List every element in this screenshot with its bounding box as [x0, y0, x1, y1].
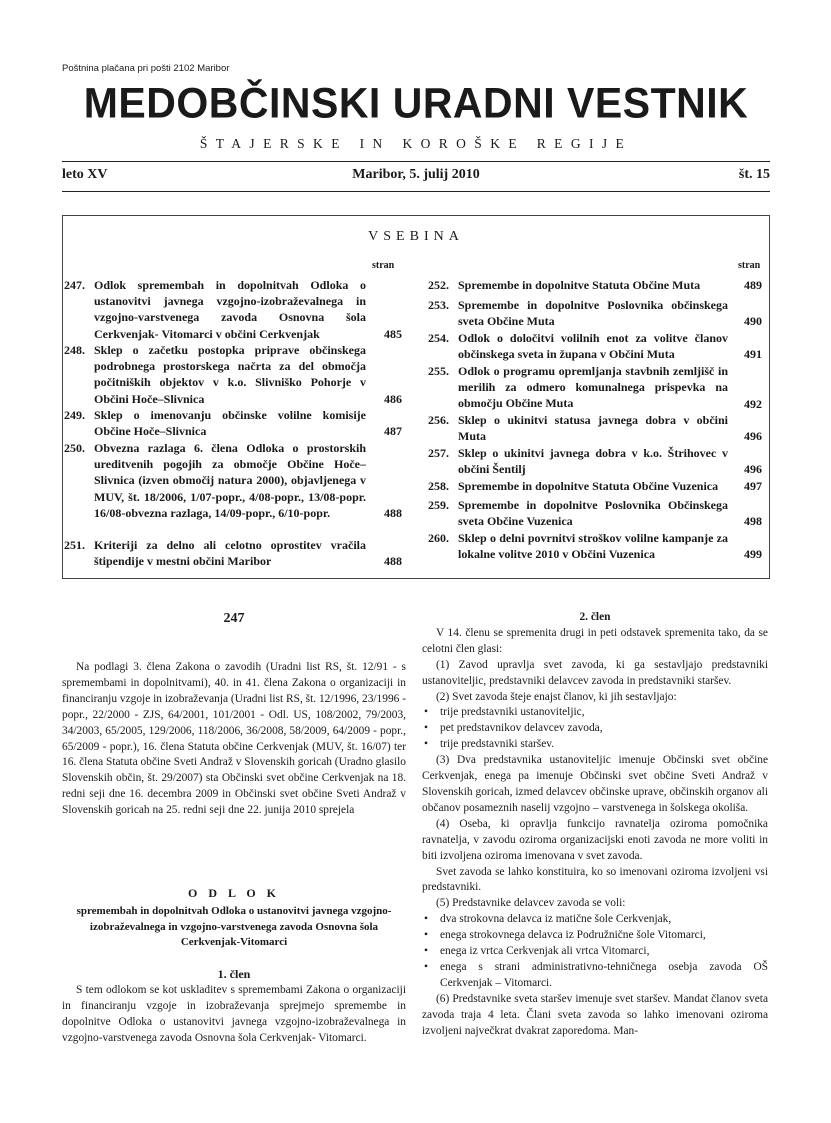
toc-entry-title: Sklep o ukinitvi javnega dobra v k.o. Štrihovec v občini Šentilj	[458, 446, 728, 477]
toc-entry-page: 488	[384, 554, 402, 568]
paragraph-6: (6) Predstavnike sveta staršev imenuje svet staršev. Mandat članov sveta zavoda traja 4 leta. Člani sveta zavoda so lahko imenovani oziroma izvoljeni največkrat dvakrat zaporedoma. Man-	[422, 992, 768, 1037]
toc-entry-page: 490	[744, 314, 762, 328]
toc-entry-page: 497	[744, 479, 762, 493]
toc-entry-title: Sklep o delni povrnitvi stroškov volilne kampanje za lokalne volitve 2010 v Občini Vuzenica	[458, 531, 728, 562]
bullet-item: • pet predstavnikov delavcev zavoda,	[422, 721, 768, 737]
toc-entry-page: 496	[744, 429, 762, 443]
bullet-item: • trije predstavniki staršev.	[422, 737, 768, 753]
toc-entry-page: 489	[744, 278, 762, 292]
toc-entry-number: 255.	[428, 364, 449, 378]
toc-entry-page: 491	[744, 347, 762, 361]
toc-entry-title: Kriteriji za delno ali celotno oprostitev vračila štipendije v mestni občini Maribor	[94, 538, 366, 569]
preamble-paragraph: Na podlagi 3. člena Zakona o zavodih (Uradni list RS, št. 12/91 - s spremembami in dopolnitvami), 40. in 41. člena Zakona o organizaciji in financiranju vzgoje in izobraževanja (Uradni list RS, št. 12/1996, 23/1996 - popr., 22/2000 - ZJS, 64/2001, 101/2001 - Odl. US, 108/2002, 79/2003, 34/2003, 65/2005, 129/2006, 118/2006, 36/2008, 58/2009, 64/2009 - popr., 65/2009 - popr.), 16. člena Statuta občine Cerkvenjak (MUV, št. 16/07) ter 16. člena Statuta občine Sveti Andraž v Slovenskih goricah (Uradno glasilo Slovenskih občin, št. 29/2007) sta Občinski svet občine Cerkvenjak na 18. redni seji dne 16. decembra 2009 in Občinski svet občine Sveti Andraž v Slovenskih goricah na 25. redni seji dne 22. junija 2010 sprejela	[62, 661, 406, 817]
toc-entry-number: 259.	[428, 498, 449, 512]
toc-entry-number: 248.	[64, 343, 85, 357]
toc-entry-page: 499	[744, 547, 762, 561]
toc-entry-title: Odlok o določitvi volilnih enot za volitve članov občinskega sveta in župana v Občini Muta	[458, 331, 728, 362]
article-2-intro: V 14. členu se spremenita drugi in peti odstavek spremenita tako, da se celotni člen glasi:	[422, 626, 768, 655]
header-rule-top	[62, 161, 770, 162]
paragraph-5: (5) Predstavnike delavcev zavoda se voli:	[436, 897, 626, 910]
article-1-body	[62, 983, 406, 1047]
toc-entry-title: Spremembe in dopolnitve Poslovnika Občinskega sveta Občine Vuzenica	[458, 498, 728, 529]
odlok-title: O D L O K	[187, 886, 280, 900]
right-body	[422, 610, 768, 1039]
left-body	[62, 660, 406, 819]
employee-reps-list	[422, 912, 768, 992]
paragraph-2: (2) Svet zavoda šteje enajst članov, ki jih sestavljajo:	[436, 690, 677, 703]
council-members-list	[422, 705, 768, 753]
bullet-item: • enega strokovnega delavca iz Podružnične šole Vitomarci,	[422, 928, 768, 944]
toc-entry-number: 247.	[64, 278, 85, 292]
paragraph-4b: Svet zavoda se lahko konstituira, ko so imenovani oziroma izvoljeni vsi predstavniki.	[422, 865, 768, 894]
header-rule-bottom	[62, 191, 770, 192]
toc-entry-title: Spremembe in dopolnitve Statuta Občine Muta	[458, 278, 701, 292]
toc-entry-page: 496	[744, 462, 762, 476]
toc-entry-title: Sklep o ukinitvi statusa javnega dobra v občini Muta	[458, 413, 728, 444]
paragraph-3: (3) Dva predstavnika ustanoviteljic imenuje Občinski svet občine Cerkvenjak, enega pa imenuje Občinski svet občine Sveti Andraž v Slovenskih goricah, izmed delavcev občinske uprave, občinskih organov ali občanov posameznih naselij vzgojno – varstvenega in šolskega okoliša.	[422, 754, 768, 814]
toc-entry-number: 251.	[64, 538, 85, 552]
toc-entry-page: 485	[384, 327, 402, 341]
toc-entry-number: 260.	[428, 531, 449, 545]
toc-entry-number: 249.	[64, 408, 85, 422]
bullet-item: • enega iz vrtca Cerkvenjak ali vrtca Vitomarci,	[422, 944, 768, 960]
toc-entry-title: Spremembe in dopolnitve Poslovnika občinskega sveta Občine Muta	[458, 298, 728, 329]
toc-entry-title: Sklep o imenovanju občinske volilne komisije Občine Hoče–Slivnica	[94, 408, 366, 439]
issue-date: Maribor, 5. julij 2010	[352, 167, 480, 182]
masthead-title: MEDOBČINSKI URADNI VESTNIK	[83, 78, 749, 128]
toc-entry-number: 254.	[428, 331, 449, 345]
paragraph-1: (1) Zavod upravlja svet zavoda, ki ga sestavljajo predstavniki ustanoviteljic, predstavniki delavcev zavoda in predstavniki staršev.	[422, 658, 768, 687]
masthead-subtitle: ŠTAJERSKE IN KOROŠKE REGIJE	[199, 136, 633, 151]
issue-year: leto XV	[62, 167, 108, 182]
document-number: 247	[223, 611, 245, 626]
bullet-item: • enega s strani administrativno-tehničnega osebja zavoda OŠ Cerkvenjak – Vitomarci.	[422, 960, 768, 992]
article-1-title: 1. člen	[217, 967, 251, 981]
toc-title: VSEBINA	[368, 229, 464, 244]
toc-entry-title: Odlok o programu opremljanja stavbnih zemljišč in merilih za odmero komunalnega prispevka na območju Občine Muta	[458, 364, 728, 411]
postage-note: Poštnina plačana pri pošti 2102 Maribor	[62, 63, 230, 74]
toc-entry-number: 258.	[428, 479, 449, 493]
bullet-item: • dva strokovna delavca iz matične šole Cerkvenjak,	[422, 912, 768, 928]
toc-entry-page: 492	[744, 397, 762, 411]
bullet-item: • trije predstavniki ustanoviteljic,	[422, 705, 768, 721]
toc-entry-title: Obvezna razlaga 6. člena Odloka o prostorskih ureditvenih pogojih za območje Občine Hoče–Slivnica (izven območij natura 2000), objavljenega v MUV, št. 18/2006, 1/07-popr., 4/08-popr., 13/08-popr. 16/08-obvezna razlaga, 14/09-popr., 6/10-popr.	[94, 441, 366, 520]
odlok-subtitle: spremembah in dopolnitvah Odloka o ustanovitvi javnega vzgojno-izobraževalnega in vzgojno-varstvenega zavoda Osnovna šola Cerkvenjak-Vitomarci	[76, 905, 392, 948]
toc-page-label-left: stran	[372, 260, 395, 271]
toc-entry-page: 498	[744, 514, 762, 528]
toc-entry-title: Sklep o začetku postopka priprave občinskega podrobnega prostorskega načrta za del območja počitniških objektov v k.o. Slivniško Pohorje v Občini Hoče–Slivnica	[94, 343, 366, 406]
toc-entry-title: Odlok spremembah in dopolnitvah Odloka o ustanovitvi javnega vzgojno-izobraževalnega in vzgojno-varstvenega zavoda Osnovna šola Cerkvenjak- Vitomarci v občini Cerkvenjak	[94, 278, 366, 341]
toc-entry-number: 253.	[428, 298, 449, 312]
paragraph-4: (4) Oseba, ki opravlja funkcijo ravnatelja oziroma pomočnika ravnatelja, v zavodu oziroma organizacijski enoti zavoda ne more voliti in biti izvoljena oziroma imenovana v svet zavoda.	[422, 817, 768, 862]
toc-entry-page: 486	[384, 392, 402, 406]
toc-entry-title: Spremembe in dopolnitve Statuta Občine Vuzenica	[458, 479, 719, 493]
toc-entry-number: 252.	[428, 278, 449, 292]
article-2-title: 2. člen	[579, 611, 611, 623]
toc-entry-number: 257.	[428, 446, 449, 460]
article-1-text: S tem odlokom se kot uskladitev s spremembami Zakona o organizaciji in financiranju vzgoje in izobraževanja sprejmejo spremembe in dopolnitve Odloka o ustanovitvi javnega vzgojno-izobraževalnega in vzgojno-varstvenega zavoda Osnovna šola Cerkvenjak- Vitomarci.	[62, 984, 406, 1044]
toc-entry-number: 256.	[428, 413, 449, 427]
toc-entry-number: 250.	[64, 441, 85, 455]
toc-page-label-right: stran	[738, 260, 761, 271]
issue-number: št. 15	[738, 167, 770, 182]
toc-entry-page: 488	[384, 506, 402, 520]
toc-entry-page: 487	[384, 424, 402, 438]
